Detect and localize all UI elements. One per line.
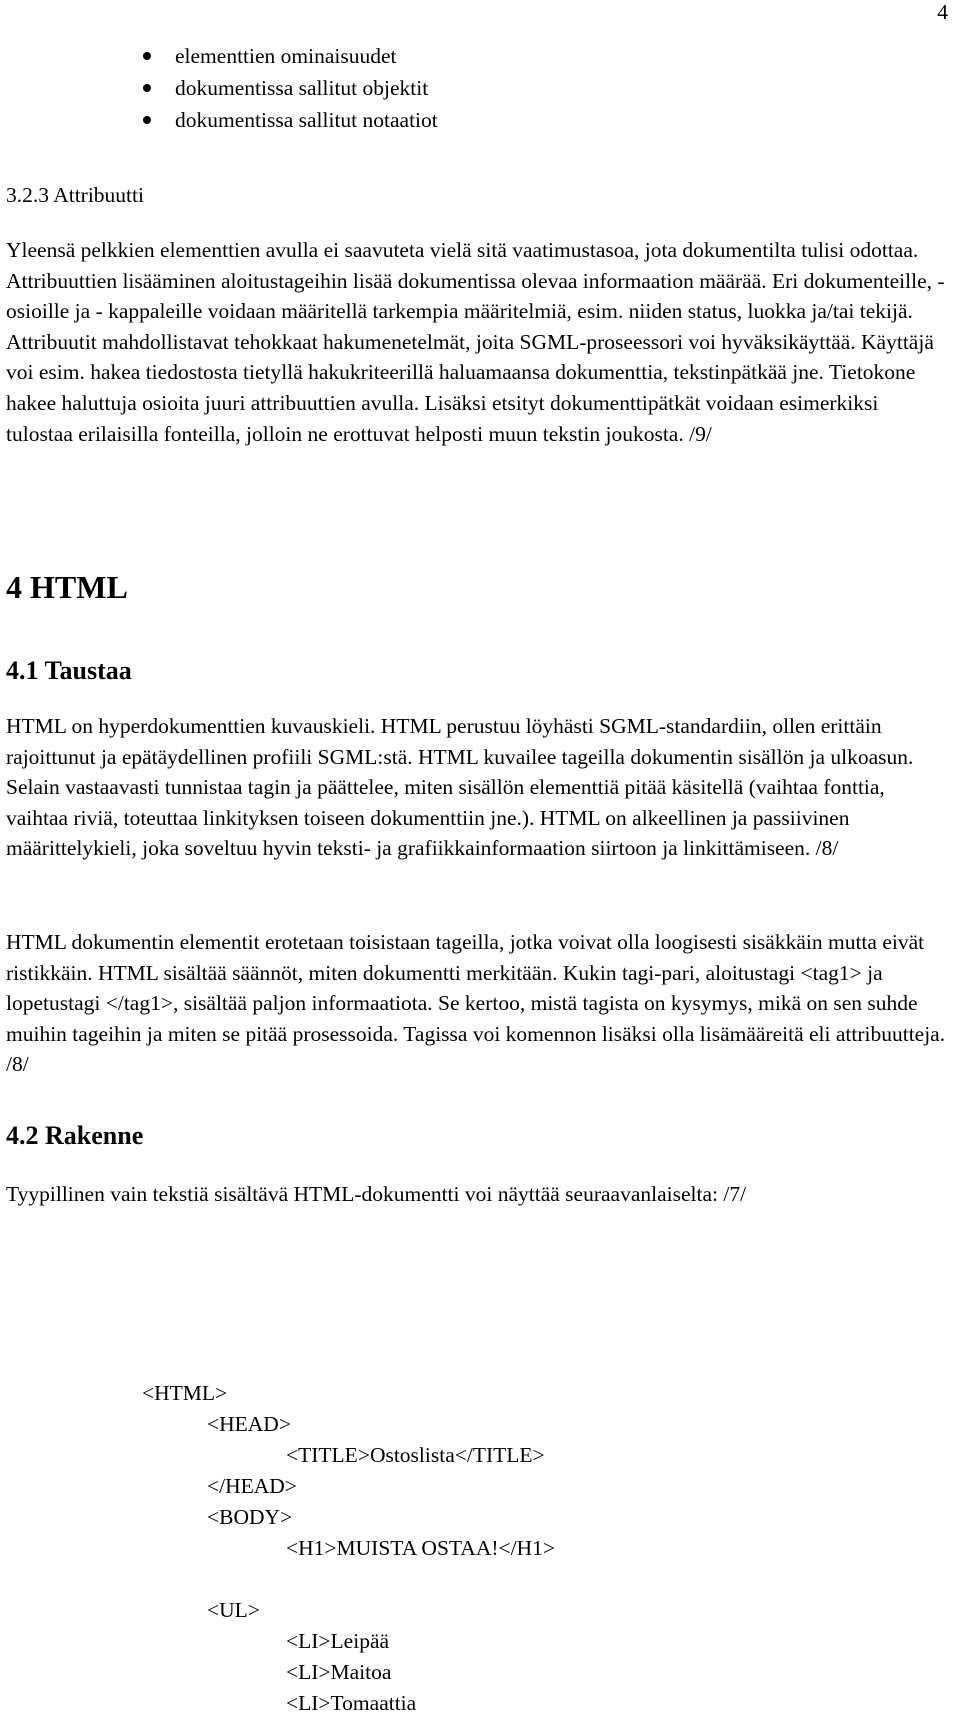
- bullet-list: [140, 40, 438, 136]
- code-line: </HEAD>: [207, 1474, 297, 1498]
- paragraph-rakenne: Tyypillinen vain tekstiä sisältävä HTML-dokumentti voi näyttää seuraavanlaiselta: /7/: [6, 1182, 747, 1206]
- section-heading-taustaa: 4.1 Taustaa: [6, 656, 132, 685]
- bullet-icon: [143, 116, 151, 124]
- code-line: <BODY>: [207, 1505, 293, 1529]
- chapter-heading-html: 4 HTML: [6, 569, 128, 605]
- bullet-icon: [143, 84, 151, 92]
- code-line: <HEAD>: [207, 1412, 291, 1436]
- paragraph-taustaa-2: HTML dokumentin elementit erotetaan toisistaan tageilla, jotka voivat olla loogisesti sisäkkäin mutta eivät ristikkäin. HTML sisältää säännöt, miten dokumentti merkitään. Kukin tagi-pari, aloitustagi <tag1> ja lopetustagi </tag1>, sisältää paljon informaatiota. Se kertoo, mistä tagista on kysymys, mikä on sen suhde muihin tageihin ja miten se pitää prosessoida. Tagissa voi komennon lisäksi olla lisämääreitä eli attribuutteja. /8/: [6, 930, 946, 1077]
- code-line: <H1>MUISTA OSTAA!</H1>: [286, 1536, 556, 1560]
- code-line: <TITLE>Ostoslista</TITLE>: [286, 1443, 545, 1467]
- list-item: [140, 72, 438, 104]
- list-item-text: elementtien ominaisuudet: [175, 44, 397, 68]
- code-line: <UL>: [207, 1598, 260, 1622]
- list-item: [140, 40, 438, 72]
- list-item: [140, 104, 438, 136]
- code-line: <LI>Maitoa: [286, 1660, 392, 1684]
- paragraph-attribuutti: Yleensä pelkkien elementtien avulla ei saavuteta vielä sitä vaatimustasoa, jota dokumentilta tulisi odottaa. Attribuuttien lisääminen aloitustageihin lisää dokumentissa olevaa informaation määrää. Eri dokumenteille, - osioille ja - kappaleille voidaan määritellä tarkempia määritelmiä, esim. niiden status, luokka ja/tai tekijä. Attribuutit mahdollistavat tehokkaat hakumenetelmät, joita SGML-proseessori voi hyväksikäyttää. Käyttäjä voi esim. hakea tiedostosta tietyllä hakukriteerillä haluamaansa dokumenttia, tekstinpätkää jne. Tietokone hakee haluttuja osioita juuri attribuuttien avulla. Lisäksi etsityt dokumenttipätkät voidaan esimerkiksi tulostaa erilaisilla fonteilla, jolloin ne erottuvat helposti muun tekstin joukosta. /9/: [6, 238, 945, 446]
- page-number: 4: [937, 0, 948, 24]
- section-heading-rakenne: 4.2 Rakenne: [6, 1121, 144, 1150]
- code-line: <HTML>: [142, 1381, 228, 1405]
- code-line: <LI>Leipää: [286, 1629, 390, 1653]
- paragraph-taustaa-1: HTML on hyperdokumenttien kuvauskieli. HTML perustuu löyhästi SGML-standardiin, ollen erittäin rajoittunut ja epätäydellinen profiili SGML:stä. HTML kuvailee tageilla dokumentin sisällön ja ulkoasun. Selain vastaavasti tunnistaa tagin ja päättelee, miten sisällön elementtiä pitää käsitellä (vaihtaa fonttia, vaihtaa riviä, toteuttaa linkityksen toiseen dokumenttiin jne.). HTML on alkeellinen ja passiivinen määrittelykieli, joka soveltuu hyvin teksti- ja grafiikkainformaation siirtoon ja linkittämiseen. /8/: [6, 714, 914, 861]
- code-line: <LI>Tomaattia: [286, 1691, 417, 1715]
- list-item-text: dokumentissa sallitut objektit: [175, 76, 429, 100]
- section-heading-attribuutti: 3.2.3 Attribuutti: [6, 183, 144, 207]
- list-item-text: dokumentissa sallitut notaatiot: [175, 108, 438, 132]
- bullet-icon: [143, 52, 151, 60]
